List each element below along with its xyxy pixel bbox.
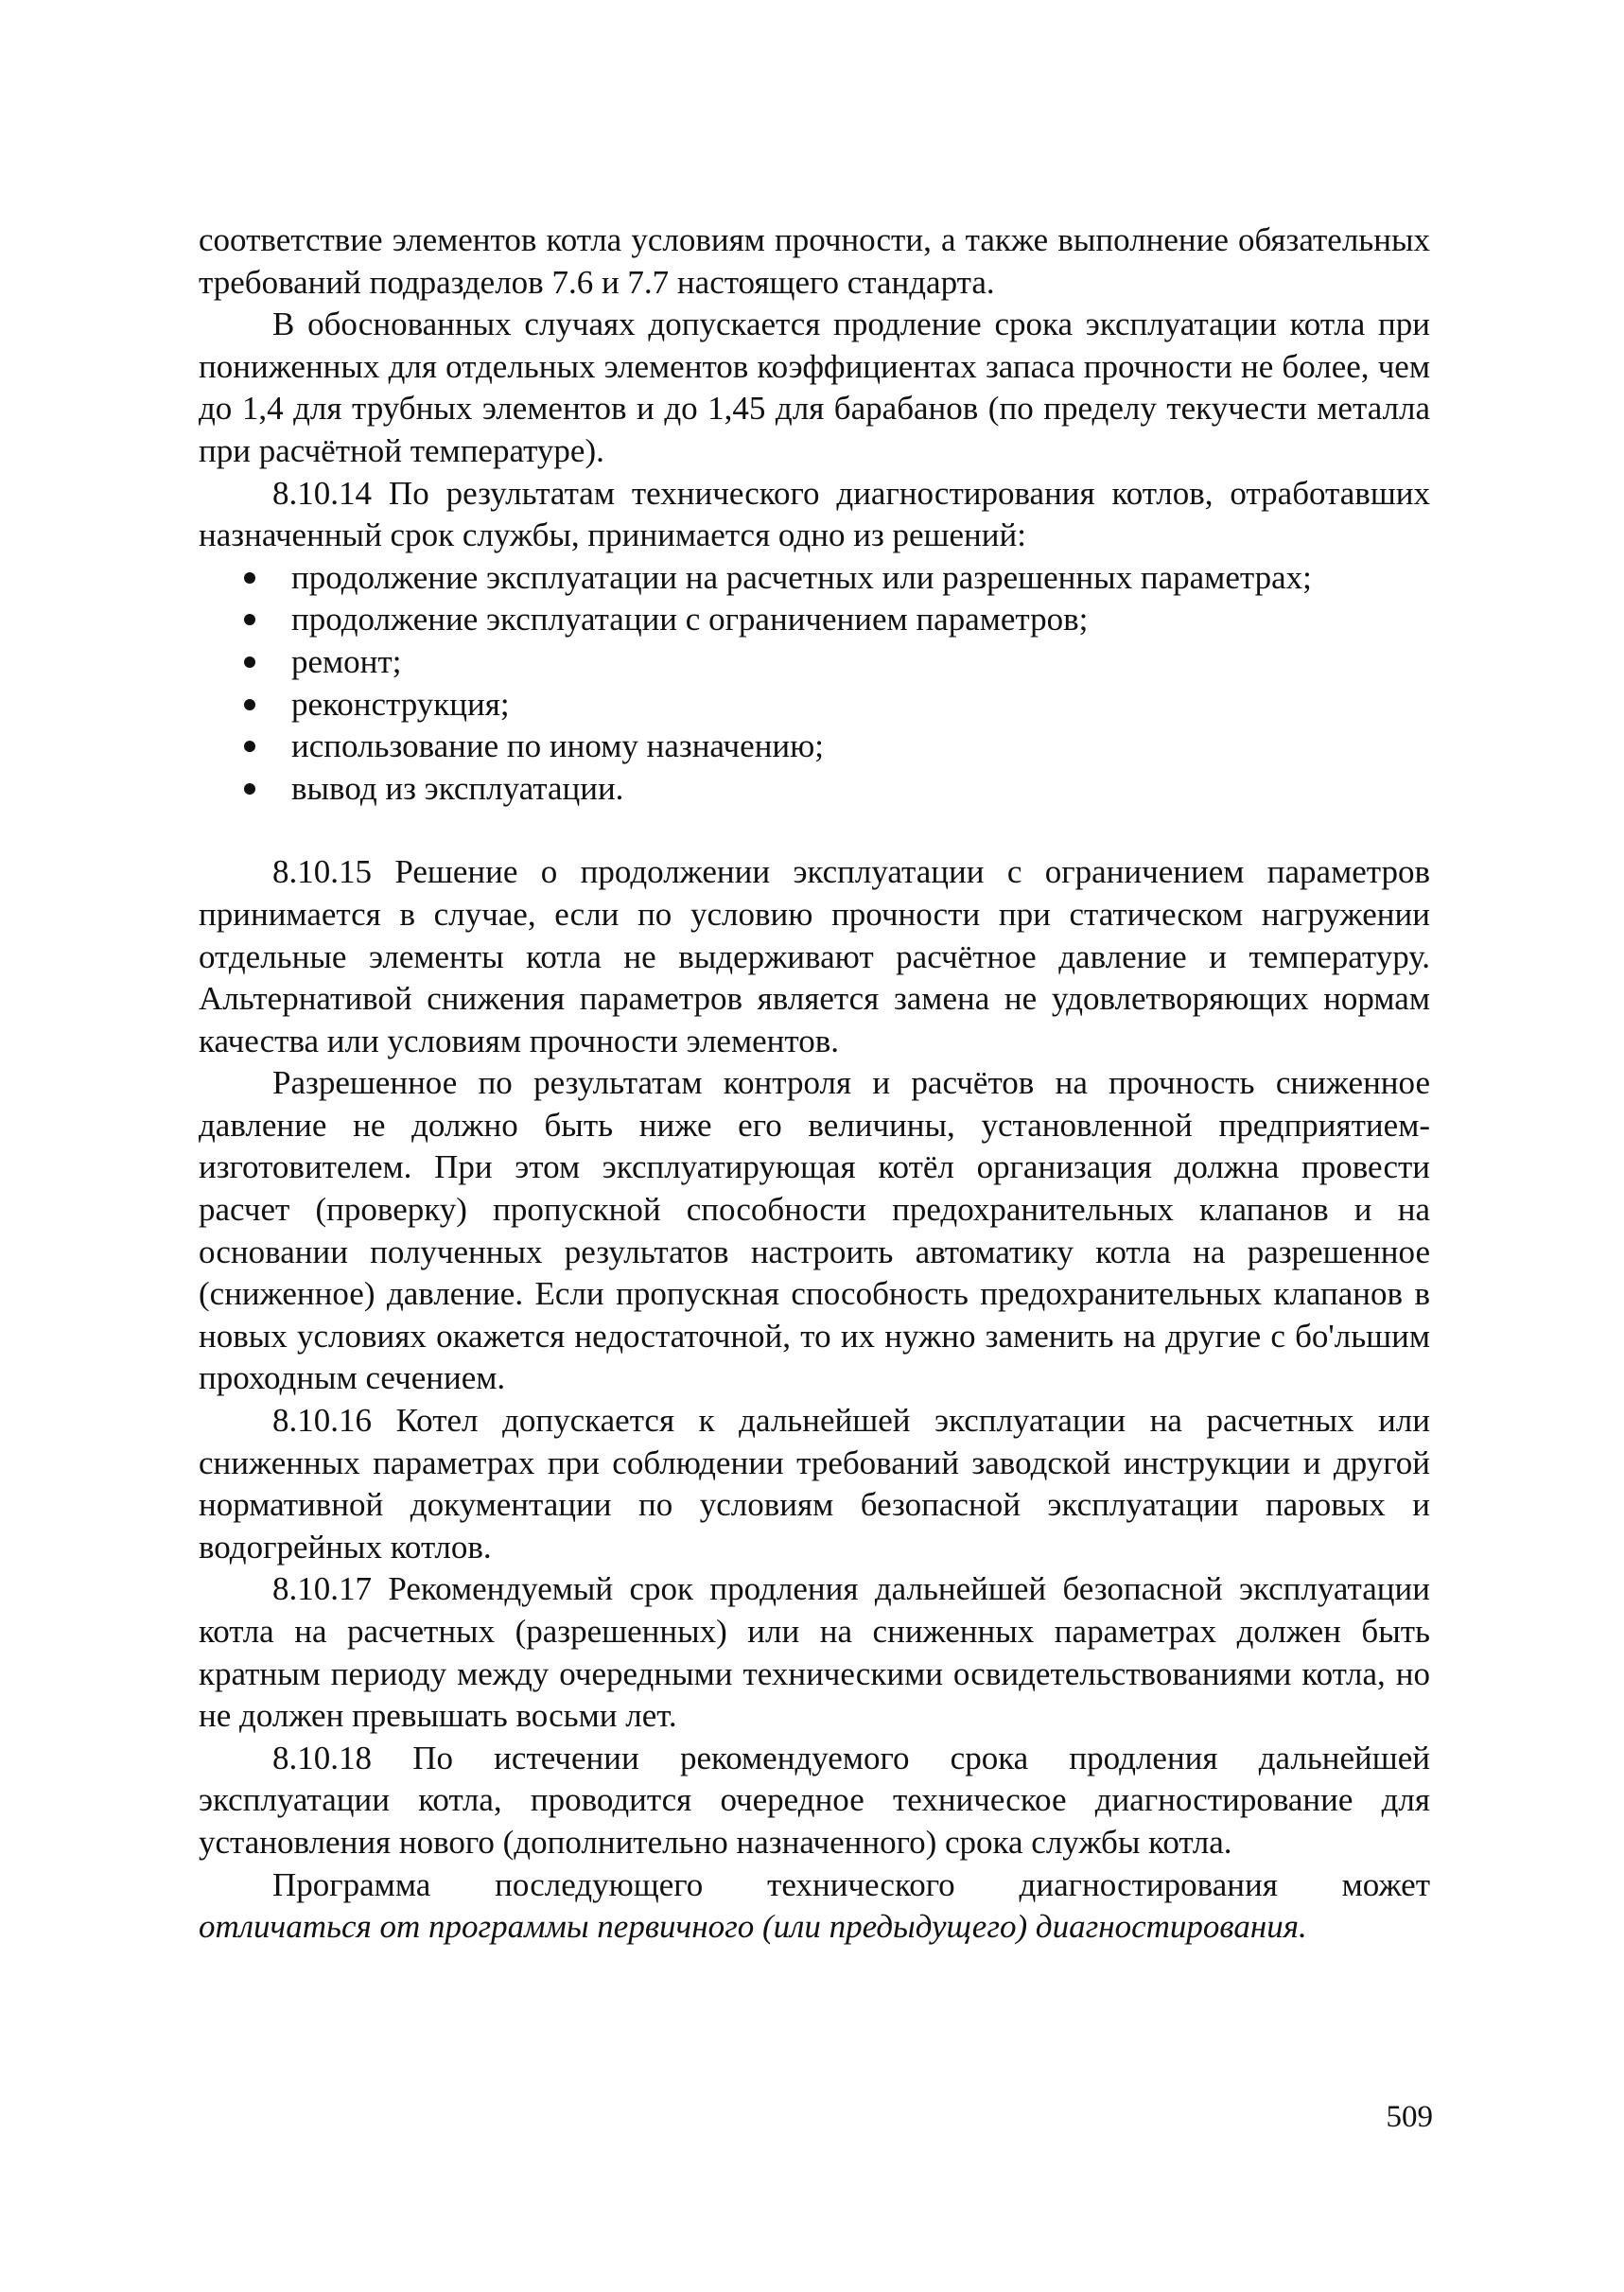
decision-item [199,641,1430,684]
paragraph-program-line2: отличаться от программы первичного (или предыдущего) диагностирования. [199,1908,1307,1946]
decision-label: ремонт; [291,642,402,680]
decision-label: продолжение эксплуатации на расчетных или разрешенных параметрах; [291,558,1312,596]
decision-label: использование по иному назначению; [291,727,825,765]
paragraph-spacer [199,810,1430,851]
bullet-icon [244,572,255,584]
bullet-icon [244,741,255,752]
bullet-icon [244,783,255,795]
decision-item [199,726,1430,768]
paragraph-strength-compliance: соответствие элементов котла условиям прочности, а также выполнение обязательных требований подразделов 7.6 и 7.7 настоящего стандарта. [199,221,1430,301]
bullet-icon [244,699,255,710]
decision-item [199,557,1430,600]
paragraph-program-line1: Программа последующего технического диагностирования может [272,1865,1430,1903]
page-body [199,219,1430,1949]
page-number: 509 [1386,2100,1433,2134]
paragraph-justified-extension: В обоснованных случаях допускается продление срока эксплуатации котла при пониженных для отдельных элементов коэффициентах запаса прочности не более, чем до 1,4 для трубных элементов и до 1,45 для барабанов (по пределу текучести металла при расчётной температуре). [199,306,1430,469]
decision-label: вывод из эксплуатации. [291,769,624,807]
paragraph-8-10-18: 8.10.18 По истечении рекомендуемого срока продления дальнейшей эксплуатации котла, проводится очередное техническое диагностирование для установления нового (дополнительно назначенного) срока службы котла. [199,1739,1430,1861]
paragraph-8-10-14: 8.10.14 По результатам технического диагностирования котлов, отработавших назначенный срок службы, принимается одно из решений: [199,474,1430,554]
paragraph-8-10-17: 8.10.17 Рекомендуемый срок продления дальнейшей безопасной эксплуатации котла на расчетных (разрешенных) или на сниженных параметрах должен быть кратным периоду между очередными техническими освидетельствованиями котла, но не должен превышать восьми лет. [199,1570,1430,1735]
decision-item [199,599,1430,641]
paragraph-8-10-16: 8.10.16 Котел допускается к дальнейшей эксплуатации на расчетных или сниженных параметрах при соблюдении требований заводской инструкции и другой нормативной документации по условиям безопасной эксплуатации паровых и водогрейных котлов. [199,1402,1430,1566]
paragraph-8-10-15: 8.10.15 Решение о продолжении эксплуатации с ограничением параметров принимается в случае, если по условию прочности при статическом нагружении отдельные элементы котла не выдерживают расчётное давление и температуру. Альтернативой снижения параметров является замена не удовлетворяющих нормам качества или условиям прочности элементов. [199,853,1430,1059]
bullet-icon [244,656,255,668]
decision-list [199,557,1430,811]
paragraph-reduced-pressure: Разрешенное по результатам контроля и расчётов на прочность сниженное давление не должно быть ниже его величины, установленной предприятием-изготовителем. При этом эксплуатирующая котёл организация должна провести расчет (проверку) пропускной способности предохранительных клапанов и на основании полученных результатов настроить автоматику котла на разрешенное (сниженное) давление. Если пропускная способность предохранительных клапанов в новых условиях окажется недостаточной, то их нужно заменить на другие с бо'льшим проходным сечением. [199,1064,1430,1397]
decision-label: продолжение эксплуатации с ограничением параметров; [291,601,1089,639]
decision-label: реконструкция; [291,685,510,723]
decision-item [199,684,1430,726]
bullet-icon [244,614,255,625]
decision-item [199,768,1430,811]
